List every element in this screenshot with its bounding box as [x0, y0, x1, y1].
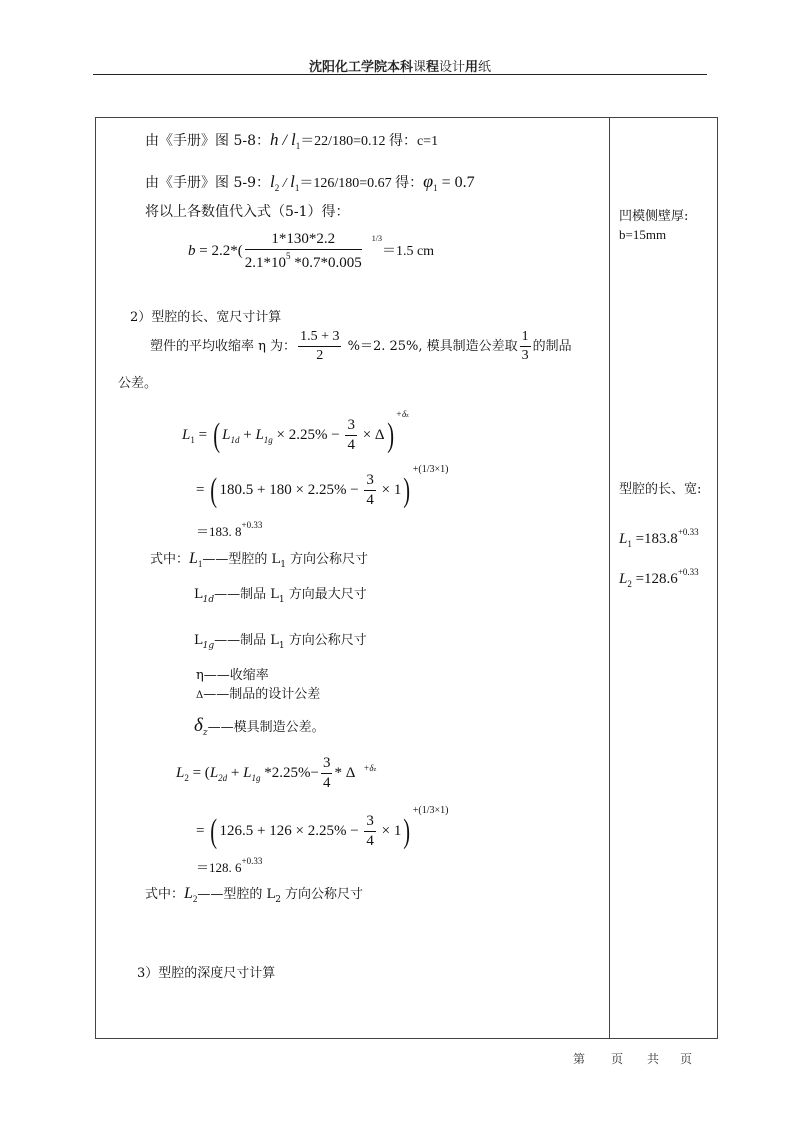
formula-L1: [182, 410, 409, 453]
legend-desc-sub: 1: [278, 641, 285, 651]
header-title-ke: 课: [412, 60, 426, 75]
legend-sym: η: [196, 668, 204, 683]
L2-plus: +: [227, 764, 244, 781]
line2-l2: l: [270, 172, 275, 191]
sidebar-wall-label: 凹模侧壁厚:: [619, 209, 689, 224]
formula-b-numerator: 1*130*2.2: [245, 232, 362, 250]
line2-l2-sub: 2: [274, 183, 280, 193]
formula-b-den-b: *0.7*0.005: [290, 255, 362, 271]
L2-eq: = (: [188, 764, 210, 781]
formula-L2: [176, 756, 376, 791]
L2-mid: *2.25%−: [260, 764, 319, 781]
formula-L2-substituted: [196, 806, 448, 849]
footer-total-unit: 页: [680, 1052, 693, 1066]
legend-delta: [196, 688, 320, 701]
shrink-prefix: 塑件的平均收缩率 η 为：: [150, 339, 297, 354]
L1-exponent: [396, 409, 409, 419]
L1-exp-sub: z: [406, 413, 409, 419]
legend-sym: L: [184, 885, 193, 902]
L1-fnum: 3: [347, 417, 355, 434]
L1-subst-fden: 4: [366, 492, 374, 509]
shrink-mid: %＝2. 25%, 模具制造公差取: [343, 339, 518, 354]
legend-L1: [150, 551, 368, 570]
legend-desc-sub: 1: [280, 560, 286, 570]
header-title-yong: 用: [465, 60, 479, 75]
L2-subst-body: 126.5 + 126 × 2.25% −: [219, 823, 363, 839]
legend-desc: ——制品 L: [214, 633, 279, 648]
legend-desc: ——制品 L: [214, 587, 279, 602]
sidebar-L2-sup: +0.33: [677, 567, 699, 577]
legend-desc: ——收缩率: [203, 668, 269, 683]
column-divider: [609, 117, 610, 1039]
legend-desc: ——模具制造公差。: [207, 720, 325, 735]
legend-sym: L: [194, 587, 203, 602]
L2-t1-sub: 2d: [218, 772, 228, 783]
header-rule: [93, 74, 707, 75]
formula-b-exponent: 1/3: [371, 233, 382, 243]
legend-sym: L: [189, 550, 198, 567]
sidebar-wall-value: b=15mm: [619, 227, 667, 242]
legend-L1g: [194, 634, 367, 651]
sidebar-cavity-label: 型腔的长、宽:: [619, 482, 702, 497]
shrink-numerator: 1.5 + 3: [298, 330, 341, 347]
header-title-cheng: 程: [425, 60, 439, 75]
L1-subst-eq: =: [196, 482, 209, 498]
sidebar-L2-val: =128.6: [631, 571, 678, 587]
footer-total-label: 共: [647, 1052, 660, 1066]
line1-prefix: 由《手册》图 5-8：: [145, 133, 270, 149]
left-paren: (: [213, 416, 220, 454]
legend-sym-sub: z: [202, 728, 208, 738]
legend-sym-sub: 1: [197, 559, 203, 569]
line-handbook-fig-5-8: [145, 131, 438, 151]
L2-subst-eq: =: [196, 823, 209, 839]
line-shrinkage-cont: 公差。: [118, 376, 158, 391]
tolerance-denominator: 3: [521, 348, 529, 363]
L1-fraction: [345, 418, 357, 453]
L2-tail: * Δ: [334, 764, 356, 781]
L1-eq: =: [194, 427, 211, 443]
legend-sym-sub: 1d: [202, 595, 215, 605]
legend-L2: [145, 886, 363, 905]
L1-plus: +: [239, 427, 256, 443]
legend-desc: ——制品的设计公差: [203, 687, 321, 702]
L2-fden: 4: [322, 775, 331, 791]
L1-subst-fnum: 3: [366, 472, 374, 489]
L1-result-tolerance: +0.33: [241, 520, 263, 530]
line2-prefix: 由《手册》图 5-9：: [145, 175, 270, 191]
header-title-school: 沈阳化工学院本科: [308, 60, 413, 75]
legend-prefix: 式中：: [150, 552, 190, 567]
tolerance-numerator: 1: [520, 330, 531, 347]
L1-result-value: ＝183. 8: [196, 524, 242, 539]
L2-fnum: 3: [322, 755, 331, 771]
legend-desc: ——型腔的 L: [197, 887, 276, 902]
L2-result: [196, 857, 262, 874]
sidebar-L1-value: [619, 527, 699, 549]
legend-sym: L: [194, 633, 203, 648]
legend-sym-sub: 2: [192, 894, 198, 904]
legend-desc-tail: 方向公称尺寸: [280, 887, 364, 902]
right-paren: ): [403, 471, 411, 509]
formula-wall-thickness: [188, 232, 434, 271]
line-shrinkage-rate: [150, 330, 572, 363]
footer-page-label: 第: [573, 1052, 586, 1066]
legend-desc-tail: 方向公称尺寸: [284, 633, 367, 648]
line1-slash: /: [278, 132, 291, 149]
line2-rest: ＝126/180=0.67 得：: [299, 176, 424, 191]
section-3-title: 3）型腔的深度尺寸计算: [137, 966, 276, 981]
L1-mid: × 2.25% −: [272, 427, 344, 443]
shrink-suffix: 的制品: [532, 339, 572, 354]
sidebar-L1-sym: L: [619, 531, 628, 547]
L1-tail: × Δ: [358, 427, 385, 443]
L1-subst-fraction: [364, 473, 376, 508]
legend-desc-tail: 方向公称尺寸: [285, 552, 369, 567]
L2-subst-fraction: [364, 814, 376, 849]
sidebar-L1-sub: 1: [627, 539, 632, 549]
legend-sym-sub: 1g: [202, 641, 215, 651]
line-handbook-fig-5-9: [145, 172, 475, 193]
L2-t2: L: [243, 764, 252, 781]
formula-b-denominator: [245, 250, 362, 271]
L1-subst-tail: × 1: [377, 482, 402, 498]
legend-sym: Δ: [196, 690, 204, 701]
L1-lhs-sub: 1: [190, 435, 195, 445]
legend-eta: [196, 669, 269, 682]
header-title-sheji: 设计: [439, 60, 466, 75]
L1-exp-text: +δ: [395, 409, 407, 419]
sidebar-L2-sym: L: [619, 571, 628, 587]
L2-exponent: [363, 763, 376, 773]
L1-lhs: L: [182, 427, 191, 443]
L2-t2-sub: 1g: [251, 772, 261, 783]
line-substitute-values: 将以上各数值代入式（5-1）得：: [145, 204, 350, 220]
L1-t1: L: [222, 427, 231, 443]
L2-t1: L: [209, 764, 219, 781]
sidebar-L2-value: [619, 567, 699, 589]
shrink-fraction: [298, 330, 341, 363]
left-paren: (: [210, 471, 218, 509]
L2-lhs: L: [176, 764, 185, 781]
sidebar-L1-val: =183.8: [631, 531, 678, 547]
L2-subst-exponent: +(1/3×1): [412, 805, 449, 816]
footer-page-unit: 页: [611, 1052, 624, 1066]
sidebar-L2-sub: 2: [627, 579, 632, 589]
tolerance-fraction: [520, 330, 531, 363]
line1-rest: ＝22/180=0.12 得：c=1: [300, 134, 439, 149]
L1-subst-exponent: +(1/3×1): [412, 464, 449, 475]
L1-t1-sub: 1d: [230, 435, 240, 445]
formula-L1-substituted: [196, 465, 448, 508]
formula-b-den-a: 2.1*10: [244, 255, 286, 271]
L2-subst-tail: × 1: [377, 823, 402, 839]
line2-l1-sub: 1: [294, 183, 300, 193]
line1-l-sub: 1: [295, 141, 301, 151]
L1-t2: L: [255, 427, 264, 443]
legend-prefix: 式中：: [145, 887, 185, 902]
legend-desc-sub: 2: [275, 895, 281, 905]
formula-b-den-exp: 5: [285, 251, 291, 261]
legend-desc: ——型腔的 L: [202, 552, 281, 567]
page-header-title: [0, 56, 800, 75]
line2-phi-sub: 1: [433, 183, 438, 193]
L2-subst-fnum: 3: [366, 813, 374, 830]
line2-phi: φ: [423, 171, 434, 191]
header-title-zhi: 纸: [478, 60, 492, 75]
line1-h: h: [270, 130, 279, 149]
L2-result-tolerance: +0.33: [241, 856, 263, 866]
right-paren: ): [403, 812, 411, 850]
formula-b-fraction: [245, 232, 362, 271]
left-paren: (: [210, 812, 218, 850]
L1-fden: 4: [347, 437, 355, 454]
L2-exp-sub: z: [373, 766, 377, 773]
formula-b-result: ＝1.5 cm: [381, 243, 435, 259]
L1-subst-body: 180.5 + 180 × 2.25% −: [219, 482, 363, 498]
legend-desc-tail: 方向最大尺寸: [284, 587, 367, 602]
line2-l1: l: [290, 172, 295, 191]
line2-phi-value: = 0.7: [437, 174, 475, 191]
legend-L1d: [194, 588, 367, 605]
L2-exp-text: +δ: [363, 762, 374, 773]
L2-lhs-sub: 2: [184, 772, 189, 783]
legend-sym: δ: [194, 715, 203, 736]
formula-b-eq: = 2.2*(: [195, 242, 243, 259]
legend-desc-sub: 1: [278, 595, 285, 605]
L2-result-value: ＝128. 6: [196, 860, 242, 875]
line1-l: l: [290, 130, 296, 149]
sidebar-L1-sup: +0.33: [677, 527, 699, 537]
formula-b-lhs: b: [188, 242, 196, 259]
L2-subst-fden: 4: [366, 833, 374, 850]
legend-delta-z: [194, 716, 325, 738]
L1-t2-sub: 1g: [263, 435, 273, 445]
right-paren: ): [386, 416, 394, 454]
line2-slash: /: [279, 176, 291, 191]
shrink-denominator: 2: [316, 348, 324, 363]
section-2-title: 2）型腔的长、宽尺寸计算: [130, 310, 282, 325]
L2-fraction: [321, 756, 333, 791]
L1-result: [196, 521, 262, 538]
